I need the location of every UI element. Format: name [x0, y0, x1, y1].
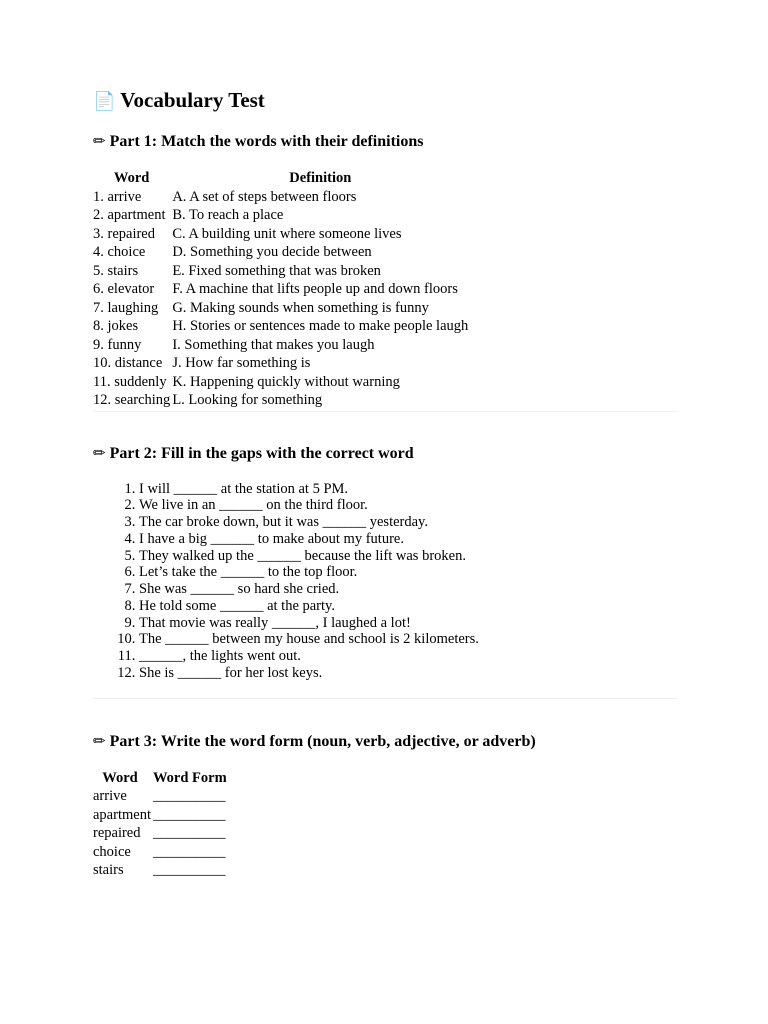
definition-column-header: Definition: [289, 170, 352, 186]
word-form-table-body: [93, 787, 233, 880]
table-row: [93, 824, 233, 843]
word-form-blank: __________: [152, 825, 226, 841]
gap-sentence-item: 3. The car broke down, but it was ______ yesterday.: [139, 514, 677, 531]
definition-cell: H. Stories or sentences made to make people laugh: [172, 318, 469, 334]
definition-cell: D. Something you decide between: [172, 244, 372, 260]
word-cell: stairs: [93, 862, 124, 878]
word-cell: arrive: [93, 788, 127, 804]
table-row: [93, 225, 470, 244]
table-row: [93, 354, 470, 373]
word-cell: 10. distance: [93, 355, 163, 371]
part1-heading: [93, 130, 677, 153]
definition-cell: C. A building unit where someone lives: [172, 225, 402, 242]
word-form-blank: __________: [152, 806, 226, 823]
table-row: [93, 843, 233, 862]
fill-in-gaps-list: [93, 481, 677, 682]
definition-cell: B. To reach a place: [172, 207, 284, 223]
table-row: [93, 280, 470, 299]
section-divider: [93, 411, 677, 412]
word-form-header-row: [93, 769, 233, 788]
definition-cell: E. Fixed something that was broken: [172, 262, 381, 279]
word-form-blank: __________: [152, 862, 226, 878]
table-row: [93, 806, 233, 825]
definition-cell: A. A set of steps between floors: [172, 188, 357, 205]
word-column-header: Word: [102, 769, 138, 786]
worksheet-page: [93, 86, 677, 880]
gap-sentence-item: 2. We live in an ______ on the third floor.: [139, 497, 677, 514]
table-row: [93, 188, 470, 207]
section-divider: [93, 698, 677, 699]
pencil-icon: ✏: [93, 443, 106, 462]
gap-sentence-item: 7. She was ______ so hard she cried.: [139, 581, 677, 598]
word-cell: 4. choice: [93, 244, 146, 260]
part1-heading-text: Part 1: Match the words with their definitions: [109, 133, 424, 150]
word-cell: 3. repaired: [93, 225, 155, 242]
word-cell: 12. searching: [93, 392, 171, 408]
definition-cell: F. A machine that lifts people up and down floors: [172, 281, 458, 297]
word-cell: apartment: [93, 806, 151, 823]
word-cell: 2. apartment: [93, 207, 166, 223]
definition-cell: L. Looking for something: [172, 392, 323, 408]
gap-sentence-item: 12. She is ______ for her lost keys.: [139, 665, 677, 682]
word-form-blank: __________: [152, 843, 226, 860]
word-form-table: [93, 769, 233, 880]
gap-sentence-item: 1. I will ______ at the station at 5 PM.: [139, 481, 677, 498]
gap-sentence-item: 9. That movie was really ______, I laughed a lot!: [139, 615, 677, 632]
definition-cell: G. Making sounds when something is funny: [172, 299, 429, 316]
word-form-blank: __________: [152, 788, 226, 804]
gap-sentence-item: 11. ______, the lights went out.: [139, 648, 677, 665]
gap-sentence-item: 10. The ______ between my house and school is 2 kilometers.: [139, 631, 677, 648]
word-cell: 11. suddenly: [93, 373, 167, 390]
table-row: [93, 336, 470, 355]
table-row: [93, 299, 470, 318]
matching-table: [93, 169, 470, 410]
word-column-header: Word: [113, 170, 150, 186]
gap-sentence-item: 6. Let’s take the ______ to the top floor.: [139, 564, 677, 581]
part3-heading-text: Part 3: Write the word form (noun, verb, adjective, or adverb): [109, 732, 536, 750]
table-row: [93, 206, 470, 225]
word-cell: 1. arrive: [93, 188, 142, 205]
word-form-column-header: Word Form: [152, 769, 227, 786]
word-cell: 7. laughing: [93, 299, 159, 316]
table-row: [93, 391, 470, 410]
pencil-icon: ✏: [93, 132, 106, 150]
part2-heading: [93, 442, 677, 465]
matching-table-header-row: [93, 169, 470, 188]
gap-sentence-item: 5. They walked up the ______ because the lift was broken.: [139, 548, 677, 565]
gap-sentence-item: 4. I have a big ______ to make about my future.: [139, 531, 677, 548]
gap-sentence-item: 8. He told some ______ at the party.: [139, 598, 677, 615]
table-row: [93, 373, 470, 392]
matching-table-body: [93, 188, 470, 410]
word-cell: 6. elevator: [93, 281, 155, 297]
word-cell: choice: [93, 843, 131, 860]
page-title-text: Vocabulary Test: [120, 88, 265, 112]
word-cell: 5. stairs: [93, 262, 139, 279]
definition-cell: J. How far something is: [172, 355, 311, 371]
word-cell: repaired: [93, 825, 141, 841]
definition-cell: I. Something that makes you laugh: [172, 336, 375, 353]
table-row: [93, 243, 470, 262]
word-cell: 9. funny: [93, 336, 142, 353]
table-row: [93, 317, 470, 336]
page-title: [93, 86, 677, 116]
part2-heading-text: Part 2: Fill in the gaps with the correct word: [109, 444, 414, 462]
word-cell: 8. jokes: [93, 318, 139, 334]
table-row: [93, 787, 233, 806]
pencil-icon: ✏: [93, 731, 106, 750]
part3-heading: [93, 730, 677, 753]
document-icon: 📄: [93, 91, 116, 112]
table-row: [93, 262, 470, 281]
definition-cell: K. Happening quickly without warning: [172, 373, 400, 390]
table-row: [93, 861, 233, 880]
